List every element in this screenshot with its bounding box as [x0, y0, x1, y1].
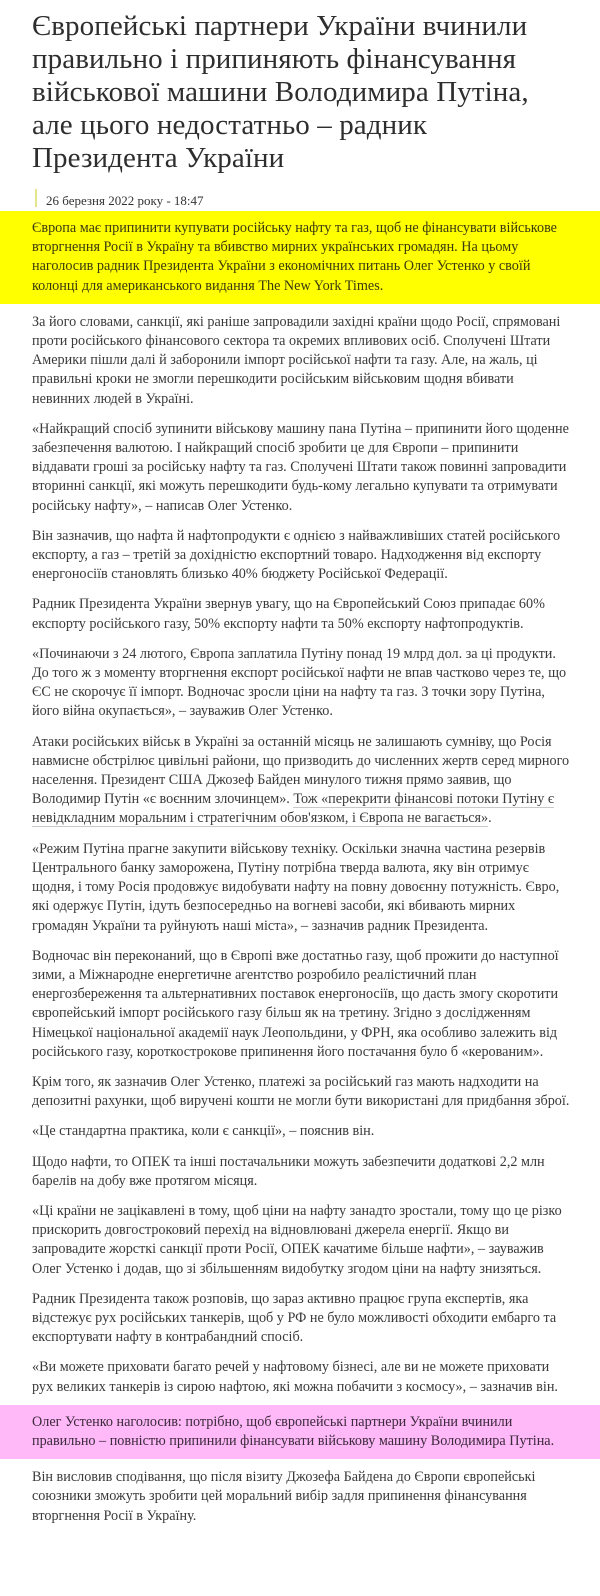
- body-paragraph: [0, 947, 600, 1062]
- body-paragraph: [0, 1468, 600, 1526]
- quote-paragraph: «Починаючи з 24 лютого, Європа заплатила Путіну понад 19 млрд дол. за ці продукти. До того ж з моменту вторгнення експорт російської нафти не впав частково через те, що ЄС не скорочує її імпорт. Водночас зросли ціни на нафту та газ. З точки зору Путіна, його війна окупається», – зауважив Олег Устенко.: [32, 645, 567, 720]
- body-paragraph: [0, 733, 600, 829]
- inline-link[interactable]: Тож «перекрити фінансові потоки Путіну є невідкладним моральним і стратегічним обов'язком, і Європа не вагається»: [32, 791, 555, 827]
- body-paragraph: [0, 1153, 600, 1191]
- paragraph-text: Атаки російських військ в Україні за останній місяць не залишають сумніву, що Росія навмисне обстрілює цивільні райони, що призводить до численних жертв серед мирного населення. Президент США Джозеф Байден минулого тижня прямо заявив, що Володимир Путін «є воєнним злочинцем».: [32, 733, 570, 808]
- paragraph-with-link: [32, 733, 572, 829]
- body-paragraph: [0, 645, 600, 722]
- callout-paragraph: Олег Устенко наголосив: потрібно, щоб європейські партнери України вчинили правильно – повністю припинили фінансувати військову машину Володимира Путіна.: [32, 1413, 555, 1449]
- paragraph-text: Щодо нафти, то ОПЕК та інші постачальники можуть забезпечити додаткові 2,2 млн барелів на добу вже протягом місяця.: [32, 1153, 545, 1189]
- closing-paragraph: Він висловив сподівання, що після візиту Джозефа Байдена до Європи європейські союзники зможуть зробити цей моральний вибір задля припинення фінансування вторгнення Росії в Україну.: [32, 1469, 536, 1524]
- paragraph-text: Він зазначив, що нафта й нафтопродукти є однією з найважливіших статей російського експорту, а газ – третій за дохідністю експортний товаро. Надходження від експорту енергоносіїв становлять близько 40% бюджету Російської Федерації.: [32, 527, 561, 583]
- quote-paragraph: «Ці країни не зацікавлені в тому, щоб ціни на нафту занадто зростали, тому що це різко прискорить довгостроковий перехід на відновлювані джерела енергії. Якщо ви запровадите жорсткі санкції проти Росії, ОПЕК качатиме більше нафти», – зауважив Олег Устенко і додав, що зі збільшенням видобутку згодом ціни на нафту знизяться.: [32, 1202, 562, 1277]
- paragraph-text: Радник Президента також розповів, що зараз активно працює група експертів, яка відстежує рух російських танкерів, щоб у РФ не було можливості обходити ембарго та експортувати нафту в контрабандний спосіб.: [32, 1290, 557, 1346]
- paragraph-text: За його словами, санкції, які раніше запровадили західні країни щодо Росії, спрямовані проти російського фінансового сектора та окремих впливових осіб. Сполучені Штати Америки пішли далі й заборонили імпорт російської нафти та газу. Але, на жаль, ці правильні кроки не змогли перешкодити російським військовим щодня вбивати невинних людей в Україні.: [32, 313, 561, 407]
- body-paragraph: [0, 527, 600, 585]
- body-paragraph: [0, 1073, 600, 1111]
- paragraph-text: Крім того, як зазначив Олег Устенко, платежі за російський газ мають надходити на депозитні рахунки, щоб виручені кошти не могли бути використані для придбання зброї.: [32, 1073, 570, 1110]
- lead-paragraph: Європа має припинити купувати російську нафту та газ, щоб не фінансувати військове вторгнення Росії в Україну та вбивство мирних українських громадян. На цьому наголосив радник Президента України з економічних питань Олег Устенко у своїй колонці для американського видання The New York Times.: [32, 220, 557, 294]
- quote-paragraph: «Ви можете приховати багато речей у нафтовому бізнесі, але ви не можете приховати рух великих танкерів із сирою нафтою, які можна побачити з космосу», – зазначив він.: [32, 1359, 558, 1395]
- publish-date: 26 березня 2022 року - 18:47: [46, 193, 204, 208]
- quote-paragraph: «Це стандартна практика, коли є санкції», – пояснив він.: [32, 1123, 375, 1140]
- quote-paragraph: «Найкращий спосіб зупинити військову машину пана Путіна – припинити його щоденне забезпечення валютою. І найкращий спосіб зробити це для Європи – припинити віддавати гроші за російську нафту та газ. Сполучені Штати також повинні запровадити вторинні санкції, які можуть перешкодити будь-кому легально купувати та отримувати російську нафту», – написав Олег Устенко.: [32, 420, 569, 514]
- paragraph-text: Водночас він переконаний, що в Європі вже достатньо газу, щоб прожити до наступної зими, а Міжнародне енергетичне агентство розробило реалістичний план енергозбереження та альтернативних поставок енергоносіїв, що дасть змогу скоротити європейський імпорт російського газу більш як на третину. Згідно з дослідженням Німецької національної академії наук Леопольдини, у ФРН, яка особливо залежить від російського газу, короткострокове припинення його постачання було б «керованим».: [32, 947, 559, 1060]
- body-paragraph: [0, 1290, 600, 1348]
- quote-paragraph: «Режим Путіна прагне закупити військову техніку. Оскільки значна частина резервів Центрального банку заморожена, Путіну потрібна тверда валюта, яку він отримує щодня, і тому Росія продовжує видобувати нафту на повну довоєнну потужність. Євро, які одержує Путін, ідуть безпосередньо на вогневі засоби, які вбивають мирних громадян України та руйнують наші міста», – зазначив радник Президента.: [32, 840, 560, 934]
- article-title: Європейські партнери України вчинили правильно і припиняють фінансування військової машини Володимира Путіна, але цього недостатньо – радник Президента України: [32, 10, 529, 174]
- body-paragraph: [0, 1358, 600, 1396]
- body-paragraph: [0, 420, 600, 516]
- lead-highlight: [0, 211, 600, 304]
- body-paragraph: [0, 840, 600, 936]
- body-paragraph: [0, 595, 600, 633]
- paragraph-text: Радник Президента України звернув увагу, що на Європейський Союз припадає 60% експорту російського газу, 50% експорту нафти та 50% експорту нафтопродуктів.: [32, 596, 545, 632]
- callout-highlight: [0, 1405, 600, 1459]
- article-meta: [35, 189, 600, 207]
- body-paragraph: [0, 313, 600, 409]
- body-paragraph: [0, 1122, 600, 1141]
- paragraph-text: .: [488, 810, 492, 827]
- body-paragraph: [0, 1202, 600, 1279]
